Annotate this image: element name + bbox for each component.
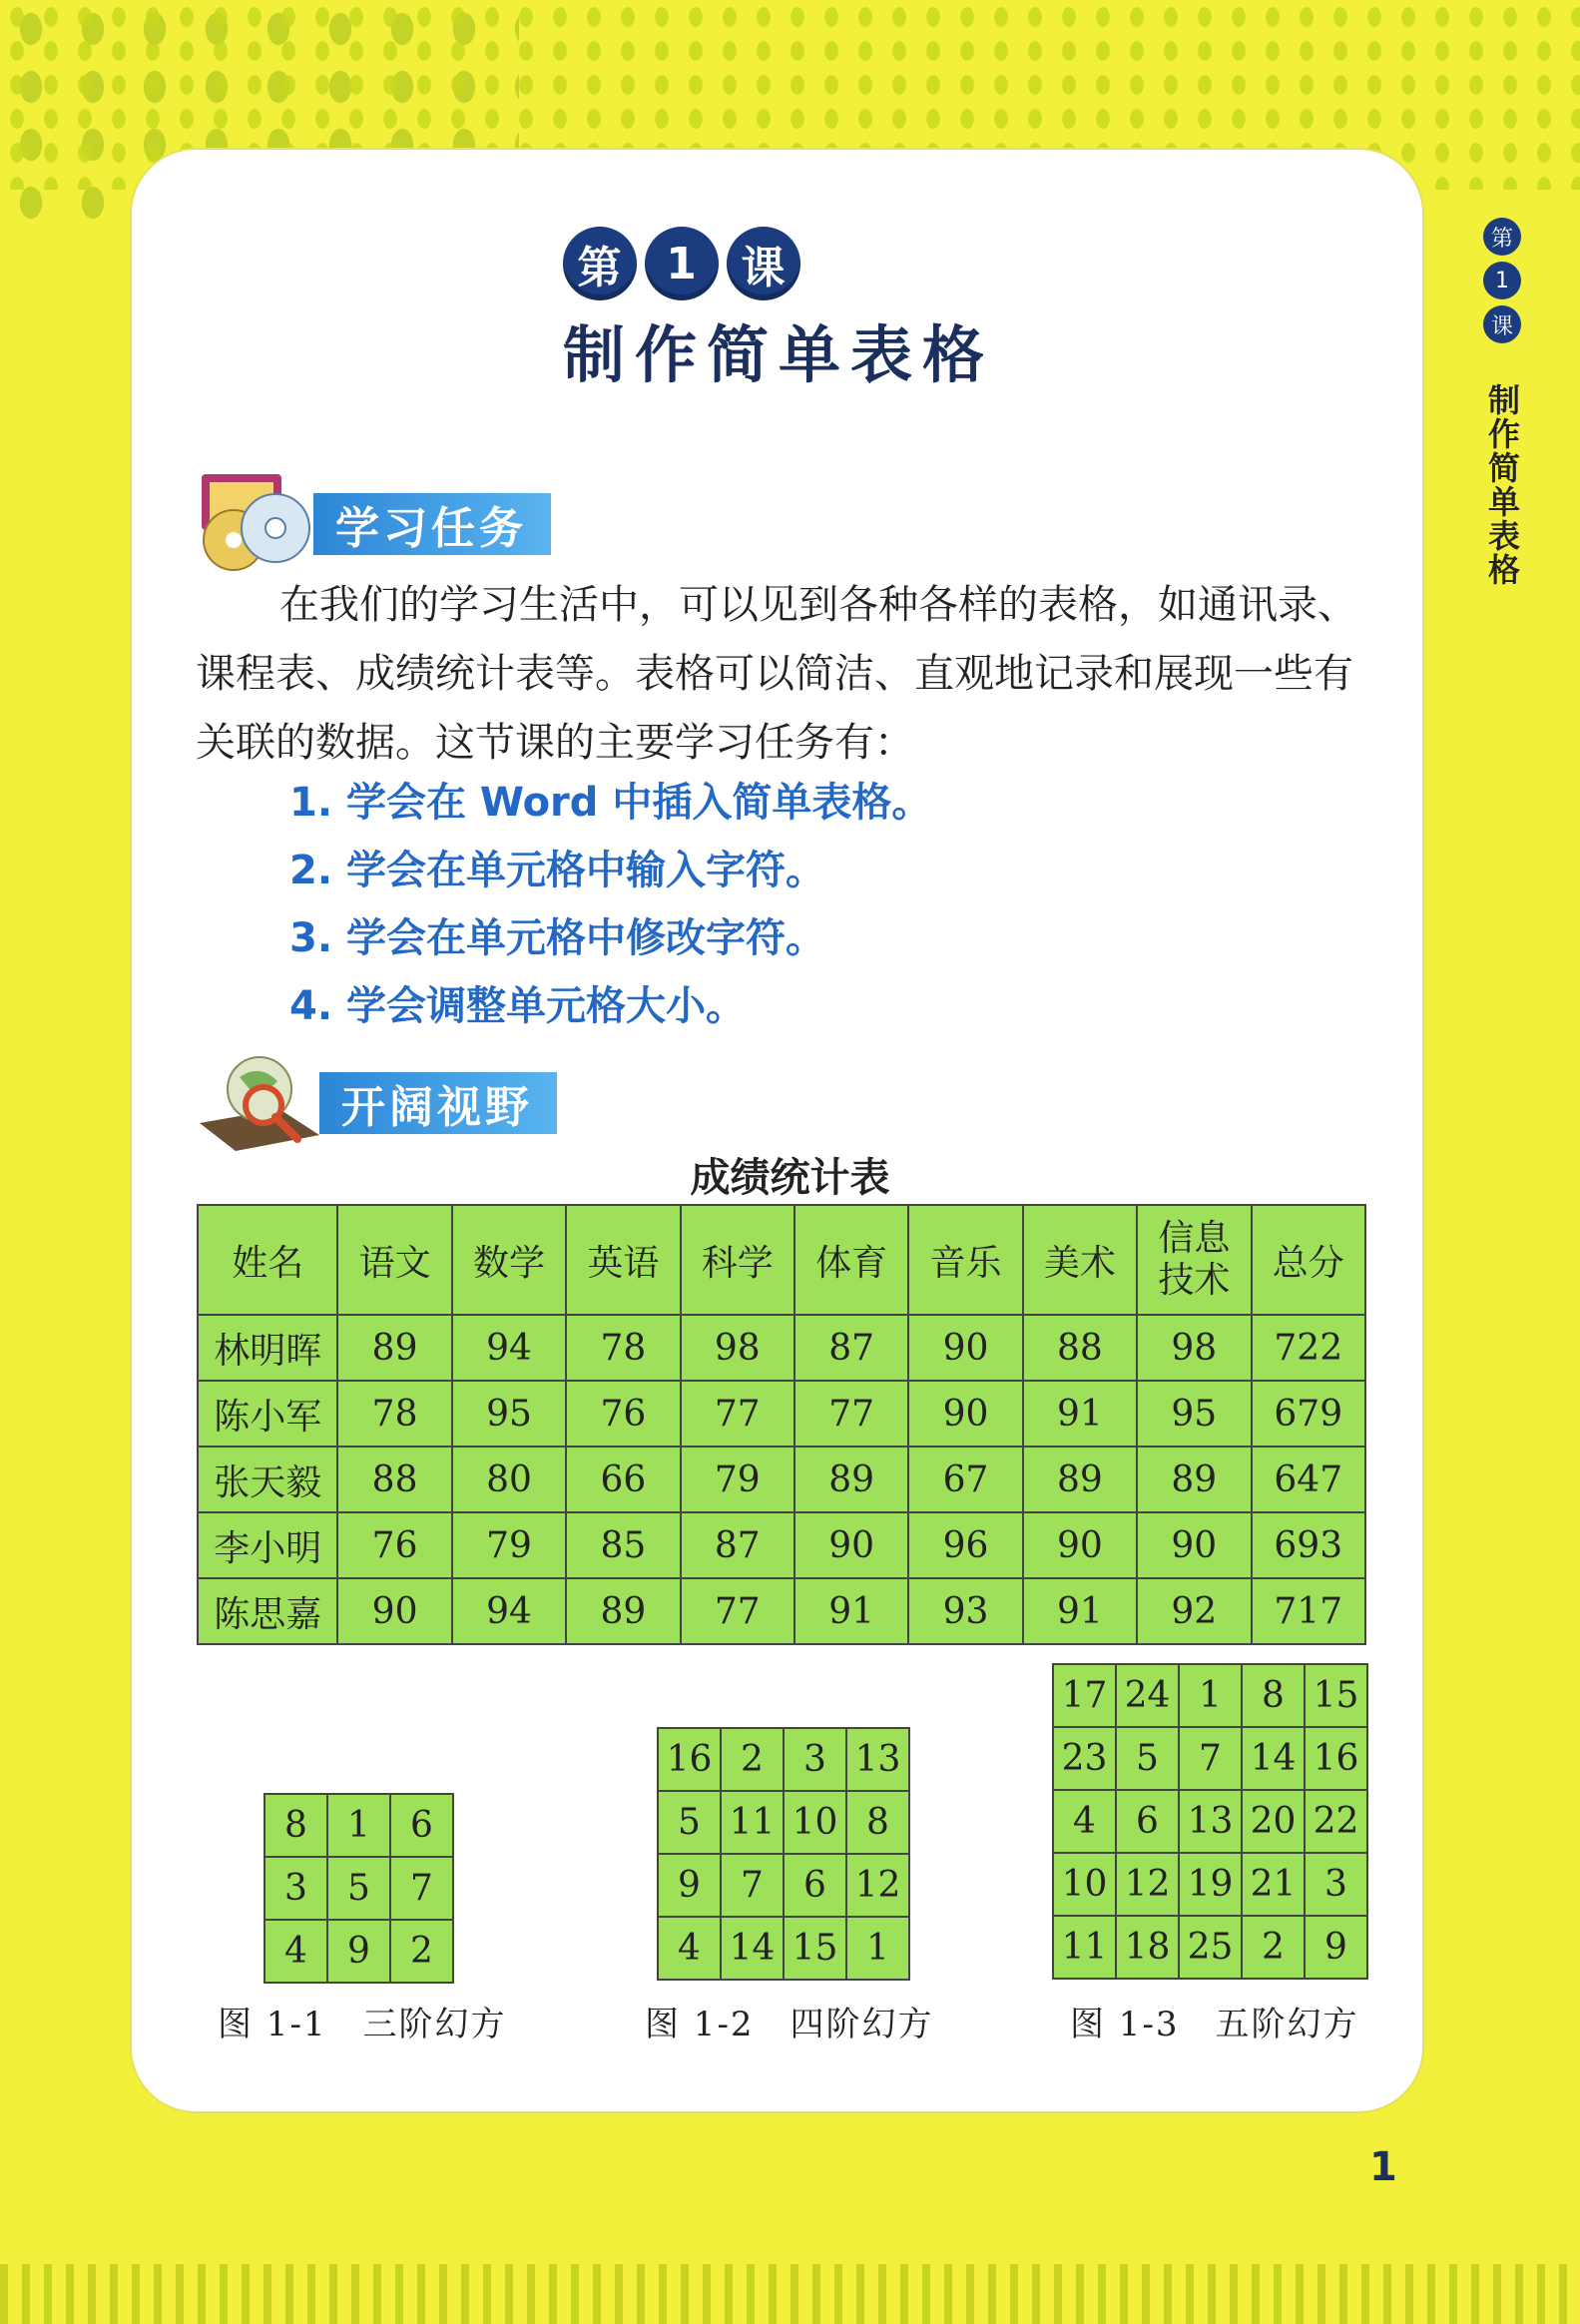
score-cell: 98 <box>1137 1315 1251 1381</box>
magic-square-cell: 7 <box>390 1857 453 1920</box>
magic-square-cell: 24 <box>1116 1664 1179 1727</box>
magic-square-cell: 3 <box>784 1728 846 1791</box>
magic-square-cell: 8 <box>1242 1664 1305 1727</box>
magic-square-cell: 4 <box>264 1920 327 1983</box>
table-row <box>198 1512 1365 1578</box>
score-cell: 77 <box>794 1381 908 1447</box>
magic-square-cell: 1 <box>327 1794 390 1857</box>
column-header: 信息 技术 <box>1137 1205 1251 1315</box>
side-badge-char: 第 <box>1483 218 1521 256</box>
list-item: 4. 学会调整单元格大小。 <box>289 983 746 1029</box>
magic-square-cell: 5 <box>1116 1727 1179 1790</box>
score-cell: 79 <box>681 1447 794 1512</box>
student-name-cell: 张天毅 <box>198 1447 337 1512</box>
page-number: 1 <box>1369 2144 1397 2190</box>
magic-square-row <box>658 1917 909 1980</box>
magic-square-cell: 2 <box>390 1920 453 1983</box>
magic-square-cell: 12 <box>846 1854 909 1917</box>
score-cell: 95 <box>452 1381 566 1447</box>
student-name-cell: 陈小军 <box>198 1381 337 1447</box>
magic-square-cell: 7 <box>1179 1727 1242 1790</box>
magic-square-cell: 18 <box>1116 1916 1179 1979</box>
score-cell: 93 <box>908 1578 1022 1644</box>
magic-square-cell: 11 <box>1053 1916 1116 1979</box>
magic-square-row <box>658 1728 909 1791</box>
section-horizon <box>200 1070 557 1136</box>
lesson-badge <box>559 226 803 301</box>
score-table <box>197 1204 1366 1645</box>
score-cell: 77 <box>681 1381 794 1447</box>
score-cell: 89 <box>794 1447 908 1512</box>
score-cell: 90 <box>794 1512 908 1578</box>
side-badge-char: 课 <box>1483 305 1521 343</box>
magic-square-cell: 9 <box>1305 1916 1367 1979</box>
magic-square-cell: 3 <box>1305 1853 1367 1916</box>
magic-square-cell: 6 <box>1116 1790 1179 1853</box>
magic-square-cell: 17 <box>1053 1664 1116 1727</box>
magic-square-cell: 14 <box>1242 1727 1305 1790</box>
score-cell: 95 <box>1137 1381 1251 1447</box>
lesson-badge-char: 第 <box>563 227 637 300</box>
magic-square-cell: 13 <box>846 1728 909 1791</box>
table-header-row <box>198 1205 1365 1315</box>
score-cell: 90 <box>908 1315 1022 1381</box>
score-cell: 76 <box>566 1381 680 1447</box>
magic-square-cell: 1 <box>846 1917 909 1980</box>
section-label: 开阔视野 <box>319 1072 557 1134</box>
score-cell: 89 <box>1137 1447 1251 1512</box>
magic-square-row <box>658 1791 909 1854</box>
score-cell: 91 <box>1023 1381 1137 1447</box>
magic-square-row <box>1053 1664 1367 1727</box>
score-cell: 679 <box>1252 1381 1365 1447</box>
score-cell: 77 <box>681 1578 794 1644</box>
side-tab <box>1482 218 1522 587</box>
decorative-stripes <box>0 2264 1580 2324</box>
magic-square-cell: 8 <box>264 1794 327 1857</box>
score-cell: 79 <box>452 1512 566 1578</box>
table-row <box>198 1578 1365 1644</box>
magic-square-cell: 1 <box>1179 1664 1242 1727</box>
score-cell: 76 <box>337 1512 451 1578</box>
score-cell: 88 <box>1023 1315 1137 1381</box>
intro-text: 在我们的学习生活中，可以见到各种各样的表格，如通讯录、课程表、成绩统计表等。表格可以简洁、直观地记录和展现一些有关联的数据。这节课的主要学习任务有： <box>196 582 1357 766</box>
section-label: 学习任务 <box>313 493 551 555</box>
magic-square-cell: 16 <box>1305 1727 1367 1790</box>
magic-square-cell: 3 <box>264 1857 327 1920</box>
magic-square-cell: 12 <box>1116 1853 1179 1916</box>
score-cell: 80 <box>452 1447 566 1512</box>
magic-square-row <box>1053 1727 1367 1790</box>
magic-square-cell: 5 <box>327 1857 390 1920</box>
side-title: 制作简单表格 <box>1483 383 1521 587</box>
column-header: 美术 <box>1023 1205 1137 1315</box>
student-name-cell: 林明晖 <box>198 1315 337 1381</box>
score-cell: 67 <box>908 1447 1022 1512</box>
score-cell: 66 <box>566 1447 680 1512</box>
magic-square-cell: 10 <box>1053 1853 1116 1916</box>
student-name-cell: 陈思嘉 <box>198 1578 337 1644</box>
section-learning-tasks <box>194 491 551 557</box>
magic-square-cell: 22 <box>1305 1790 1367 1853</box>
magic-square-row <box>264 1920 453 1983</box>
magic-square-cell: 15 <box>784 1917 846 1980</box>
table-row <box>198 1381 1365 1447</box>
score-cell: 98 <box>681 1315 794 1381</box>
magic-square-cell: 2 <box>1242 1916 1305 1979</box>
column-header: 音乐 <box>908 1205 1022 1315</box>
score-cell: 88 <box>337 1447 451 1512</box>
score-cell: 78 <box>566 1315 680 1381</box>
list-item: 3. 学会在单元格中修改字符。 <box>289 915 825 961</box>
lesson-title: 制作简单表格 <box>562 318 994 391</box>
score-cell: 85 <box>566 1512 680 1578</box>
list-item: 2. 学会在单元格中输入字符。 <box>289 848 825 893</box>
lesson-badge-number: 1 <box>645 227 719 300</box>
score-cell: 94 <box>452 1315 566 1381</box>
magic-square-cell: 4 <box>658 1917 721 1980</box>
magic-square-3 <box>263 1793 454 1984</box>
score-cell: 89 <box>337 1315 451 1381</box>
magic-square-cell: 25 <box>1179 1916 1242 1979</box>
magic-square-cell: 2 <box>721 1728 784 1791</box>
magnifier-globe-icon <box>200 1053 319 1153</box>
magic-square-cell: 14 <box>721 1917 784 1980</box>
column-header: 语文 <box>337 1205 451 1315</box>
magic-square-row <box>264 1857 453 1920</box>
magic-square-cell: 4 <box>1053 1790 1116 1853</box>
score-cell: 89 <box>566 1578 680 1644</box>
magic-square-cell: 13 <box>1179 1790 1242 1853</box>
magic-square-5 <box>1052 1663 1368 1980</box>
magic-square-row <box>1053 1916 1367 1979</box>
score-cell: 78 <box>337 1381 451 1447</box>
magic-square-cell: 16 <box>658 1728 721 1791</box>
magic-square-cell: 9 <box>658 1854 721 1917</box>
side-badge-number: 1 <box>1483 262 1521 299</box>
score-cell: 96 <box>908 1512 1022 1578</box>
score-cell: 90 <box>1137 1512 1251 1578</box>
table-row <box>198 1315 1365 1381</box>
magic-square-cell: 20 <box>1242 1790 1305 1853</box>
figure-caption: 图 1-3 五阶幻方 <box>1070 2005 1359 2044</box>
column-header: 英语 <box>566 1205 680 1315</box>
magic-square-cell: 9 <box>327 1920 390 1983</box>
column-header: 体育 <box>794 1205 908 1315</box>
score-cell: 87 <box>681 1512 794 1578</box>
score-cell: 92 <box>1137 1578 1251 1644</box>
figure-caption: 图 1-2 四阶幻方 <box>645 2005 934 2044</box>
magic-square-cell: 8 <box>846 1791 909 1854</box>
magic-square-row <box>658 1854 909 1917</box>
magic-square-cell: 15 <box>1305 1664 1367 1727</box>
score-cell: 87 <box>794 1315 908 1381</box>
magic-square-cell: 21 <box>1242 1853 1305 1916</box>
column-header: 姓名 <box>198 1205 337 1315</box>
magic-square-cell: 6 <box>784 1854 846 1917</box>
magic-square-cell: 11 <box>721 1791 784 1854</box>
column-header: 数学 <box>452 1205 566 1315</box>
score-cell: 647 <box>1252 1447 1365 1512</box>
magic-square-cell: 19 <box>1179 1853 1242 1916</box>
score-cell: 722 <box>1252 1315 1365 1381</box>
magic-square-row <box>1053 1853 1367 1916</box>
intro-paragraph <box>196 571 1373 778</box>
magic-square-row <box>264 1794 453 1857</box>
magic-square-4 <box>657 1727 910 1981</box>
score-cell: 90 <box>1023 1512 1137 1578</box>
score-cell: 90 <box>908 1381 1022 1447</box>
score-cell: 91 <box>794 1578 908 1644</box>
table-row <box>198 1447 1365 1512</box>
score-cell: 717 <box>1252 1578 1365 1644</box>
magic-square-cell: 6 <box>390 1794 453 1857</box>
score-cell: 90 <box>337 1578 451 1644</box>
table-title: 成绩统计表 <box>690 1155 890 1201</box>
score-cell: 94 <box>452 1578 566 1644</box>
column-header: 总分 <box>1252 1205 1365 1315</box>
list-item: 1. 学会在 Word 中插入简单表格。 <box>289 780 932 826</box>
column-header: 科学 <box>681 1205 794 1315</box>
magic-square-cell: 23 <box>1053 1727 1116 1790</box>
student-name-cell: 李小明 <box>198 1512 337 1578</box>
magic-square-cell: 5 <box>658 1791 721 1854</box>
score-cell: 91 <box>1023 1578 1137 1644</box>
score-cell: 693 <box>1252 1512 1365 1578</box>
task-list <box>289 769 931 1040</box>
figure-caption: 图 1-1 三阶幻方 <box>218 2005 507 2044</box>
cd-disc-icon <box>194 474 313 574</box>
score-cell: 89 <box>1023 1447 1137 1512</box>
magic-square-cell: 7 <box>721 1854 784 1917</box>
magic-square-row <box>1053 1790 1367 1853</box>
magic-square-cell: 10 <box>784 1791 846 1854</box>
lesson-badge-char: 课 <box>727 227 800 300</box>
